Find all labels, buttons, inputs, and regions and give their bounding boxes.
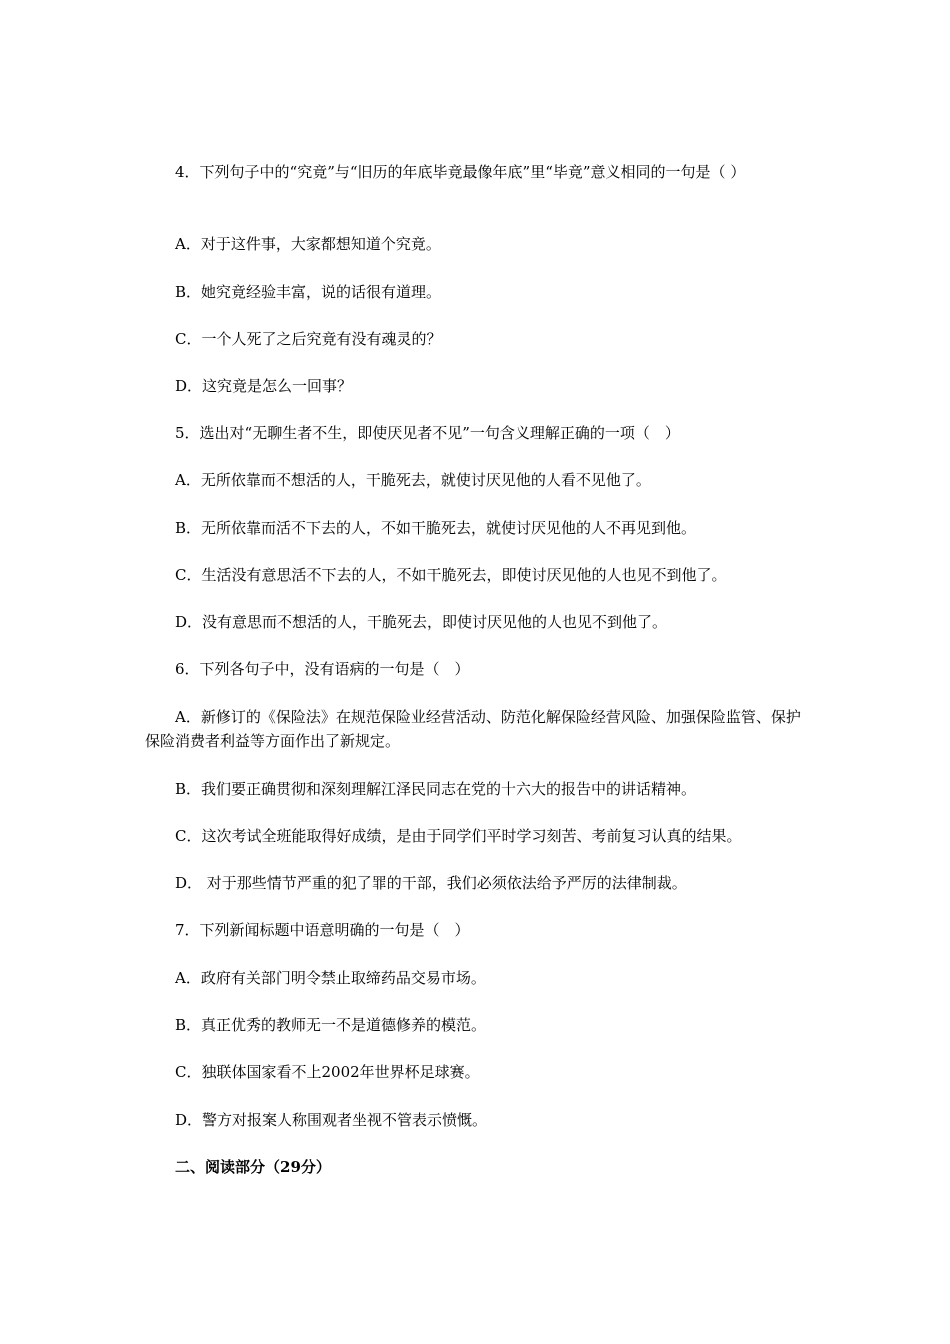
question-6-option-a: A．新修订的《保险法》在规范保险业经营活动、防范化解保险经营风险、加强保险监管、保护保险消费者利益等方面作出了新规定。 xyxy=(145,708,801,750)
section-heading: 二、阅读部分（29分） xyxy=(175,1158,331,1176)
question-6-option-c: C．这次考试全班能取得好成绩，是由于同学们平时学习刻苦、考前复习认真的结果。 xyxy=(175,827,742,845)
question-5-stem: 5．选出对“无聊生者不生，即使厌见者不见”一句含义理解正确的一项（ ） xyxy=(175,424,680,442)
question-7-option-c: C．独联体国家看不上2002年世界杯足球赛。 xyxy=(175,1063,480,1081)
question-6-option-d: D． 对于那些情节严重的犯了罪的干部，我们必须依法给予严厉的法律制裁。 xyxy=(175,874,687,892)
question-4-option-d: D．这究竟是怎么一回事？ xyxy=(175,377,353,395)
question-4-stem: 4．下列句子中的“究竟”与“旧历的年底毕竟最像年底”里“毕竟”意义相同的一句是（ ） xyxy=(175,163,746,181)
question-6-option-b: B．我们要正确贯彻和深刻理解江泽民同志在党的十六大的报告中的讲话精神。 xyxy=(175,780,697,798)
question-4-option-a: A．对于这件事，大家都想知道个究竟。 xyxy=(175,235,441,253)
question-5-option-a: A．无所依靠而不想活的人，干脆死去，就使讨厌见他的人看不见他了。 xyxy=(175,471,651,489)
question-5-option-b: B．无所依靠而活不下去的人，不如干脆死去，就使讨厌见他的人不再见到他。 xyxy=(175,519,697,537)
question-5-option-c: C．生活没有意思活不下去的人，不如干脆死去，即使讨厌见他的人也见不到他了。 xyxy=(175,566,727,584)
question-4-option-c: C．一个人死了之后究竟有没有魂灵的？ xyxy=(175,330,442,348)
question-7-stem: 7．下列新闻标题中语意明确的一句是（ ） xyxy=(175,921,470,939)
question-6-stem: 6．下列各句子中，没有语病的一句是（ ） xyxy=(175,660,470,678)
question-7-option-d: D．警方对报案人称围观者坐视不管表示愤慨。 xyxy=(175,1111,488,1129)
question-7-option-b: B．真正优秀的教师无一不是道德修养的模范。 xyxy=(175,1016,487,1034)
question-5-option-d: D．没有意思而不想活的人，干脆死去，即使讨厌见他的人也见不到他了。 xyxy=(175,613,668,631)
question-7-option-a: A．政府有关部门明令禁止取缔药品交易市场。 xyxy=(175,969,486,987)
question-4-option-b: B．她究竟经验丰富，说的话很有道理。 xyxy=(175,283,442,301)
